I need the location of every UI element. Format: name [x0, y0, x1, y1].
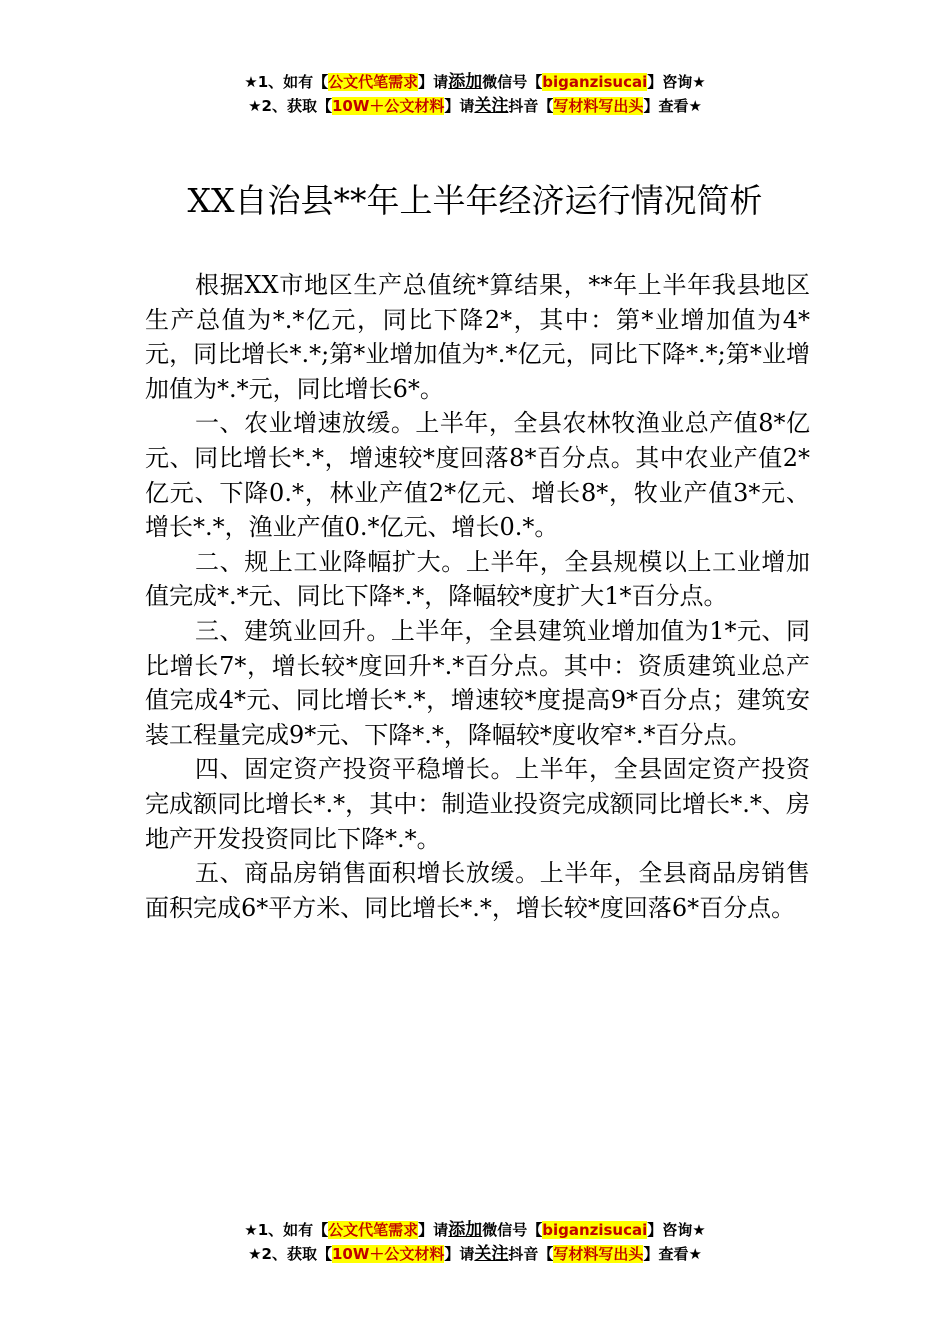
paragraph-intro: 根据XX市地区生产总值统*算结果，**年上半年我县地区生产总值为*.*亿元，同比下降2*，其中：第*业增加值为4*元，同比增长*.*;第*业增加值为*.*亿元，同比下降*.*;第*业增加值为*.*元，同比增长6*。 — [145, 271, 810, 403]
document-title: XX自治县**年上半年经济运行情况简析 — [187, 181, 763, 220]
banner-text: 抖音【 — [508, 1245, 554, 1263]
star-icon: ★ — [248, 1245, 262, 1263]
banner-highlight-service: 公文代笔需求 — [328, 1221, 419, 1239]
banner-text: 】请 — [444, 97, 475, 115]
banner-line-2 — [0, 94, 950, 118]
banner-text: 】咨询 — [647, 1221, 693, 1239]
star-icon: ★ — [688, 97, 702, 115]
banner-text: 微信号【 — [482, 1221, 543, 1239]
banner-underline-add: 添加 — [448, 1220, 483, 1240]
paragraph-construction: 三、建筑业回升。上半年，全县建筑业增加值为1*元、同比增长7*，增长较*度回升*.*百分点。其中：资质建筑业总产值完成4*元、同比增长*.*，增速较*度提高9*百分点；建筑安装工程量完成9*元、下降*.*，降幅较*度收窄*.*百分点。 — [145, 616, 810, 749]
banner-highlight-douyin-id: 写材料写出头 — [553, 1245, 644, 1263]
banner-text: 抖音【 — [508, 97, 554, 115]
footer-banner — [0, 1218, 950, 1266]
banner-text: 微信号【 — [482, 73, 543, 91]
star-icon: ★ — [244, 73, 258, 91]
star-icon: ★ — [248, 97, 262, 115]
header-banner — [0, 70, 950, 118]
banner-text: 】请 — [444, 1245, 475, 1263]
banner-highlight-materials: 10W＋公文材料 — [331, 1245, 445, 1263]
banner-text: 】请 — [418, 73, 449, 91]
banner-highlight-materials: 10W＋公文材料 — [331, 97, 445, 115]
banner-text: 】请 — [418, 1221, 449, 1239]
banner-text: 2、获取【 — [261, 97, 332, 115]
banner-highlight-douyin-id: 写材料写出头 — [553, 97, 644, 115]
paragraph-industry: 二、规上工业降幅扩大。上半年，全县规模以上工业增加值完成*.*元、同比下降*.*，降幅较*度扩大1*百分点。 — [145, 547, 810, 611]
banner-line-2 — [0, 1242, 950, 1266]
star-icon: ★ — [244, 1221, 258, 1239]
banner-line-1 — [0, 70, 950, 94]
banner-text: 2、获取【 — [261, 1245, 332, 1263]
banner-underline-add: 添加 — [448, 72, 483, 92]
star-icon: ★ — [688, 1245, 702, 1263]
paragraph-agriculture: 一、农业增速放缓。上半年，全县农林牧渔业总产值8*亿元、同比增长*.*，增速较*度回落8*百分点。其中农业产值2*亿元、下降0.*，林业产值2*亿元、增长8*，牧业产值3*元、增长*.*，渔业产值0.*亿元、增长0.*。 — [145, 409, 810, 542]
banner-text: 1、如有【 — [257, 1221, 329, 1239]
banner-highlight-wechat-id: biganzisucai — [542, 1221, 648, 1239]
banner-underline-follow: 关注 — [474, 96, 509, 116]
banner-text: 】咨询 — [647, 73, 693, 91]
star-icon: ★ — [692, 1221, 706, 1239]
banner-line-1 — [0, 1218, 950, 1242]
paragraph-housing-sales: 五、商品房销售面积增长放缓。上半年，全县商品房销售面积完成6*平方米、同比增长*.*，增长较*度回落6*百分点。 — [145, 859, 810, 922]
banner-highlight-wechat-id: biganzisucai — [542, 73, 648, 91]
banner-highlight-service: 公文代笔需求 — [328, 73, 419, 91]
banner-text: 】查看 — [643, 1245, 689, 1263]
banner-text: 】查看 — [643, 97, 689, 115]
star-icon: ★ — [692, 73, 706, 91]
document-body — [145, 268, 810, 925]
paragraph-investment: 四、固定资产投资平稳增长。上半年，全县固定资产投资完成额同比增长*.*，其中：制造业投资完成额同比增长*.*、房地产开发投资同比下降*.*。 — [145, 755, 810, 853]
banner-underline-follow: 关注 — [474, 1244, 509, 1264]
banner-text: 1、如有【 — [257, 73, 329, 91]
